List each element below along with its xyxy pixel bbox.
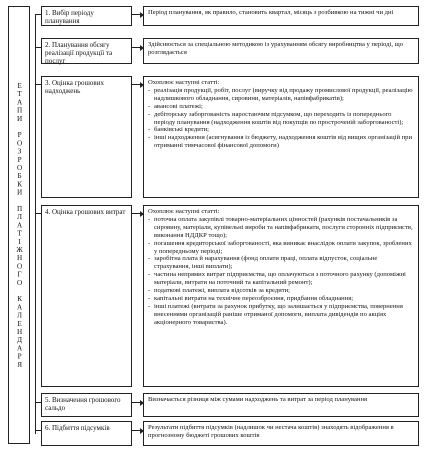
stage-label: Оцінка грошових витрат — [52, 208, 126, 216]
list-item: - інші платежі (витрати за рахунок прибутку, що залишається у підприємства, повернення внесеннями організацій раніше отриманої допомоги, виплата дивідендів по акціях акціонерного товариства). — [148, 303, 414, 327]
stage-box-5 — [41, 393, 132, 417]
stage-number: 5. — [45, 396, 51, 404]
sidebar-title: ЕТАПИ РОЗРОБКИ ПЛАТІЖНОГО КАЛЕНДАРЯ — [15, 81, 24, 369]
stage-row-6 — [35, 421, 419, 446]
stage-arrow — [132, 84, 143, 85]
list-item: - авансові платежі; — [148, 103, 414, 111]
list-item: - реалізація продукції, робіт, послуг (виручку від продажу промислової продукції, реалізацію надлишкового обладнання, сировини, матеріалів, напівфабрикатів); — [148, 87, 414, 103]
stage-box-4 — [41, 205, 132, 387]
stage-row-5 — [35, 393, 419, 417]
description-intro: Охоплює наступні статті: — [148, 79, 220, 86]
stage-label: Визначення грошового сальдо — [45, 396, 121, 413]
stage-box-2 — [41, 38, 132, 64]
stage-arrow — [132, 47, 143, 48]
stage-row-3 — [35, 76, 419, 198]
stage-description-2 — [143, 38, 419, 64]
list-item: - частина непрямих витрат підприємства, що оплачуються з поточного рахунку (допоміжні матеріали, витрати на поточний та капітальний ремонт); — [148, 271, 414, 287]
stage-row-1 — [35, 6, 419, 26]
stage-arrow — [132, 430, 143, 431]
stage-box-6 — [41, 421, 132, 446]
stage-description-1 — [143, 6, 419, 26]
list-item: - інші надходження (асигнування із бюджету, надходження коштів від вищих організацій при отриманні тимчасової фінансової допомоги) — [148, 134, 414, 150]
stage-row-4 — [35, 205, 419, 387]
stage-description-5 — [143, 393, 419, 417]
list-item: - погашення кредиторської заборгованості, яка виникає внаслідок оплати закупок, зроблених у попередньому періоді; — [148, 240, 414, 256]
stage-label: Підбиття підсумків — [52, 424, 110, 432]
stage-description-6 — [143, 421, 419, 446]
list-item: - податкові платежі, виплата відсотків за кредити; — [148, 287, 414, 295]
item-list — [148, 216, 414, 327]
stage-box-3 — [41, 76, 132, 198]
description-text: Результати підбиття підсумків (надлишок чи нестача коштів) знаходять відображення в прогнозному бюджеті грошових коштів — [148, 424, 394, 439]
stage-label: Планування обсягу реалізації продукції та послуг — [45, 41, 113, 66]
item-list — [148, 87, 414, 150]
stage-label: Оцінка грошових надходжень — [45, 79, 104, 96]
stage-description-3 — [143, 76, 419, 198]
list-item: - поточна оплата закупівлі товарно-матеріальних цінностей (рахунків постачальників за сировину, матеріали, купівельні вироби та напівфабрикати, послуги сторонніх підприємств, виконання НДДКР тощо); — [148, 216, 414, 240]
list-item: - капітальні витрати на технічне переозброєння, придбання обладнання; — [148, 295, 414, 303]
stage-box-1 — [41, 6, 132, 26]
list-item: - дебіторську заборгованість наростаючим підсумком, що переходить із попереднього періоду планування (надходження коштів від покупців по простроченій заборгованості); — [148, 111, 414, 127]
stage-label: Вибір періоду планування — [45, 9, 94, 26]
stage-arrow — [132, 14, 143, 15]
stages-sidebar — [8, 6, 30, 444]
stage-description-4 — [143, 205, 419, 387]
description-text: Здійснюється за спеціальною методикою із урахуванням обсягу виробництва у періоді, що розглядається — [148, 41, 404, 56]
stage-arrow — [132, 213, 143, 214]
stage-number: 2. — [45, 41, 51, 49]
stage-number: 4. — [45, 208, 51, 216]
description-text: Період планування, як правило, становить квартал, місяць з розбивкою на тижні чи дні — [148, 9, 394, 16]
description-intro: Охоплює наступні статті: — [148, 208, 220, 215]
stage-number: 3. — [45, 79, 51, 87]
stage-number: 6. — [45, 424, 51, 432]
description-text: Визначається різниця між сумами надходжень та витрат за період планування — [148, 396, 368, 403]
list-item: - заробітна плата й нарахування (фонд оплати праці, оплата відпусток, соціальне страхування, інші виплати); — [148, 255, 414, 271]
stage-arrow — [132, 402, 143, 403]
stage-row-2 — [35, 38, 419, 64]
stage-number: 1. — [45, 9, 51, 17]
list-item: - банківські кредити; — [148, 126, 414, 134]
